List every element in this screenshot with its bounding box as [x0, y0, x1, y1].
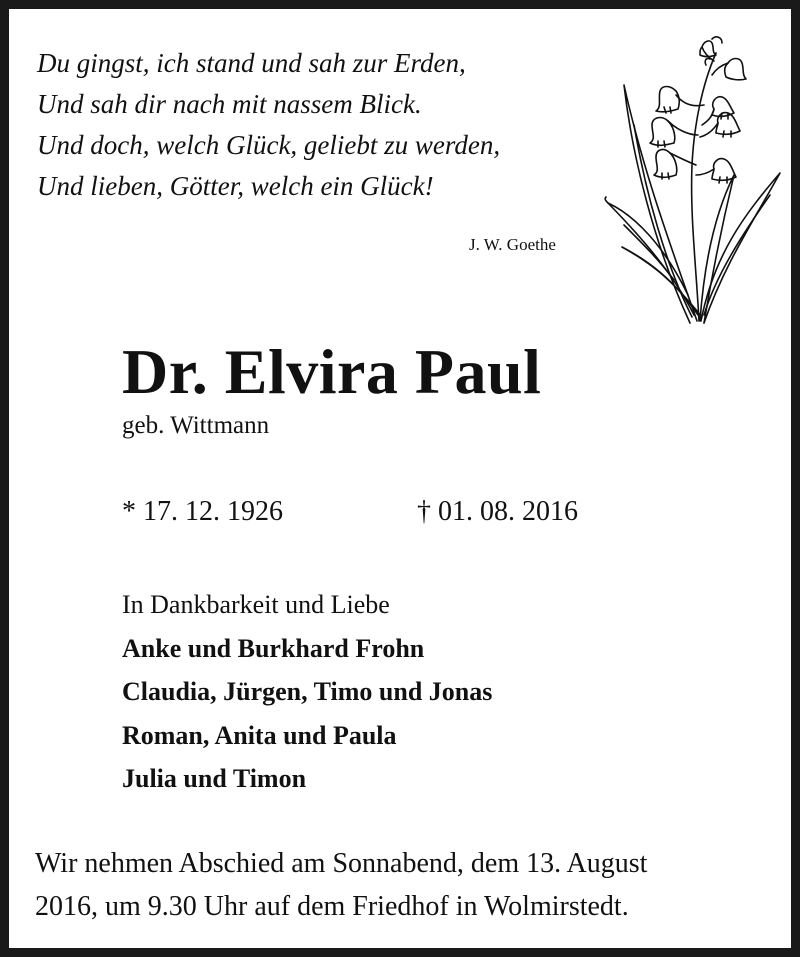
deceased-name: Dr. Elvira Paul — [122, 336, 542, 407]
poem-author: J. W. Goethe — [469, 235, 556, 254]
poem-line: Und lieben, Götter, welch ein Glück! — [37, 171, 434, 201]
mourner-name: Anke und Burkhard Frohn — [122, 633, 425, 663]
mourner-name: Julia und Timon — [122, 764, 307, 793]
funeral-details — [35, 842, 777, 928]
poem-line: Du gingst, ich stand und sah zur Erden, — [37, 48, 466, 78]
maiden-name: geb. Wittmann — [122, 412, 270, 439]
funeral-line: 2016, um 9.30 Uhr auf dem Friedhof in Wolmirstedt. — [35, 891, 629, 922]
snowdrop-flower-icon — [604, 25, 782, 331]
mourner-name: Claudia, Jürgen, Timo und Jonas — [122, 677, 493, 706]
funeral-line: Wir nehmen Abschied am Sonnabend, dem 13. August — [35, 848, 648, 879]
mourners-list — [122, 583, 492, 801]
mourners-intro: In Dankbarkeit und Liebe — [122, 590, 390, 619]
poem-line: Und doch, welch Glück, geliebt zu werden, — [37, 130, 501, 160]
poem-line: Und sah dir nach mit nassem Blick. — [37, 89, 422, 119]
mourner-name: Roman, Anita und Paula — [122, 720, 397, 750]
birth-date: * 17. 12. 1926 — [122, 496, 283, 527]
death-date: † 01. 08. 2016 — [417, 496, 578, 527]
poem — [37, 43, 500, 207]
